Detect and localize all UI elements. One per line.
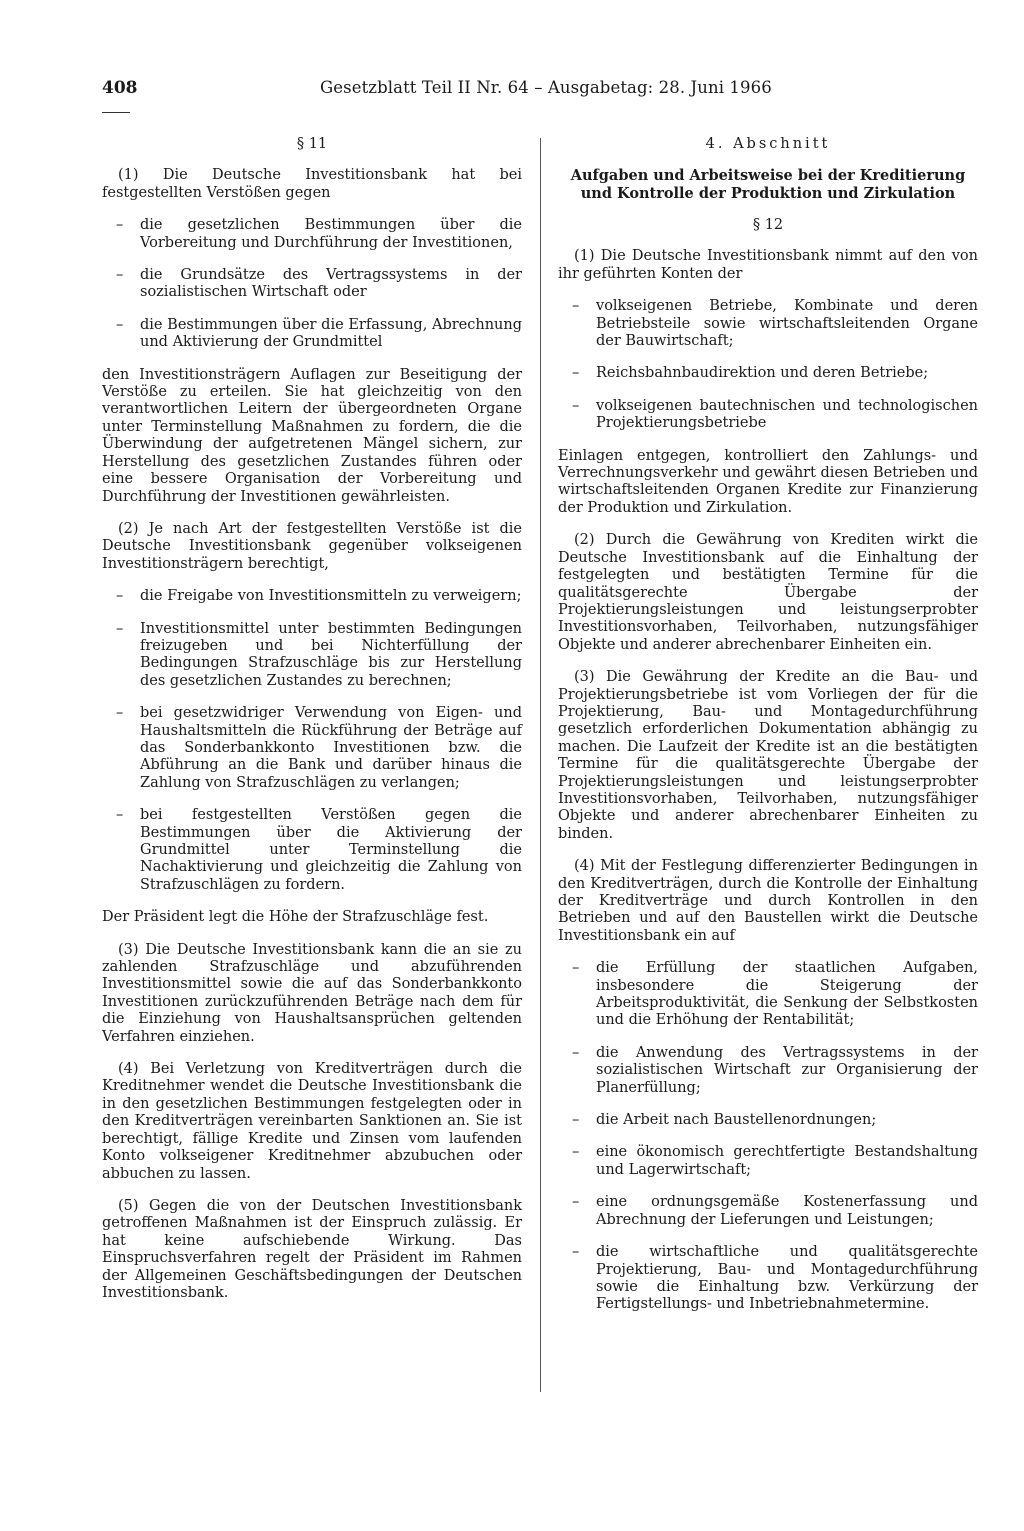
para-11-1-outro: den Investitionsträgern Auflagen zur Beseitigung der Verstöße zu erteilen. Sie hat gleichzeitig von den verantwortlichen Leitern der übergeordneten Organe unter Terminstellung Maßnahmen zu fordern, die die Überwindung der aufgetretenen Mängel sichern, zur Herstellung des gesetzlichen Zustandes führen oder eine bessere Organisation der Vorbereitung und Durchführung der Investitionen gewährleisten. bbox=[102, 366, 522, 505]
section-number: 4. Abschnitt bbox=[705, 136, 831, 152]
list-item: – die Grundsätze des Vertragssystems in der sozialistischen Wirtschaft oder bbox=[102, 267, 522, 302]
section-title: Aufgaben und Arbeitsweise bei der Kreditierung und Kontrolle der Produktion und Zirkulation bbox=[570, 167, 966, 203]
list-item: – volkseigenen Betriebe, Kombinate und deren Betriebsteile sowie wirtschaftsleitenden Organe der Bauwirtschaft; bbox=[558, 298, 978, 350]
paragraph-heading-12: § 12 bbox=[752, 217, 784, 233]
list-item: – eine ökonomisch gerechtfertigte Bestandshaltung und Lagerwirtschaft; bbox=[558, 1144, 978, 1179]
para-11-2-outro: Der Präsident legt die Höhe der Strafzuschläge fest. bbox=[102, 909, 489, 926]
list-item: – die Arbeit nach Baustellenordnungen; bbox=[558, 1112, 978, 1129]
para-11-5: (5) Gegen die von der Deutschen Investitionsbank getroffenen Maßnahmen ist der Einspruch zulässig. Er hat keine aufschiebende Wirkung. Das Einspruchsverfahren regelt der Präsident im Rahmen der Allgemeinen Geschäftsbedingungen der Deutschen Investitionsbank. bbox=[102, 1197, 522, 1301]
para-11-4: (4) Bei Verletzung von Kreditverträgen durch die Kreditnehmer wendet die Deutsche Investitionsbank die in den gesetzlichen Bestimmungen festgelegten oder in den Kreditverträgen vereinbarten Sanktionen an. Sie ist berechtigt, fällige Kredite und Zinsen vom laufenden Konto volkseigener Kreditnehmer abzubuchen oder abbuchen zu lassen. bbox=[102, 1061, 522, 1182]
list-item: – die wirtschaftliche und qualitätsgerechte Projektierung, Bau- und Montagedurchführung sowie die Einhaltung bzw. Verkürzung der Fertigstellungs- und Inbetriebnahmetermine. bbox=[558, 1244, 978, 1314]
para-11-1-intro: (1) Die Deutsche Investitionsbank hat bei festgestellten Verstößen gegen bbox=[102, 167, 522, 201]
para-11-2-list bbox=[102, 588, 522, 894]
list-item: – die Anwendung des Vertragssystems in der sozialistischen Wirtschaft zur Organisierung der Planerfüllung; bbox=[558, 1045, 978, 1097]
para-12-4-list bbox=[558, 960, 978, 1314]
para-12-1-list bbox=[558, 298, 978, 432]
list-item: – Investitionsmittel unter bestimmten Bedingungen freizugeben und bei Nichterfüllung der Bedingungen Strafzuschläge bis zur Herstellung des gesetzlichen Zustandes zu berechnen; bbox=[102, 621, 522, 691]
list-item: – Reichsbahnbaudirektion und deren Betriebe; bbox=[558, 365, 978, 382]
right-column bbox=[558, 136, 978, 1329]
page-header bbox=[102, 78, 982, 102]
para-11-2-intro: (2) Je nach Art der festgestellten Verstöße ist die Deutsche Investitionsbank gegenüber volkseigenen Investitionsträgern berechtigt, bbox=[102, 520, 522, 572]
list-item: – die Erfüllung der staatlichen Aufgaben, insbesondere die Steigerung der Arbeitsproduktivität, die Senkung der Selbstkosten und die Erhöhung der Rentabilität; bbox=[558, 960, 978, 1030]
para-11-3: (3) Die Deutsche Investitionsbank kann die an sie zu zahlenden Strafzuschläge und abzuführenden Investitionsmittel sowie die auf das Sonderbankkonto Investitionen zurückzuführenden Beträge nach dem für die Einziehung von Haushaltsansprüchen geltenden Verfahren einziehen. bbox=[102, 941, 522, 1045]
para-12-3: (3) Die Gewährung der Kredite an die Bau- und Projektierungsbetriebe ist vom Vorliegen der für die Projektierung, Bau- und Montagedurchführung gesetzlich erforderlichen Dokumentation abhängig zu machen. Die Laufzeit der Kredite ist an die bestätigten Termine für die qualitätsgerechte Übergabe der Projektierungsleistungen und leistungserprobter Investitionsvorhaben, Teilvorhaben, nutzungsfähiger Objekte und anderer abrechenbarer Einheiten zu binden. bbox=[558, 669, 978, 842]
column-divider bbox=[540, 138, 541, 1392]
para-12-4-intro: (4) Mit der Festlegung differenzierter Bedingungen in den Kreditverträgen, durch die Kontrolle der Einhaltung der Kreditverträge und durch Kontrollen in den Betrieben und auf den Baustellen wirkt die Deutsche Investitionsbank ein auf bbox=[558, 858, 978, 944]
header-rule bbox=[102, 112, 130, 113]
running-head: Gesetzblatt Teil II Nr. 64 – Ausgabetag: 28. Juni 1966 bbox=[320, 78, 772, 97]
list-item: – eine ordnungsgemäße Kostenerfassung und Abrechnung der Lieferungen und Leistungen; bbox=[558, 1194, 978, 1229]
page-number: 408 bbox=[102, 78, 138, 98]
list-item: – bei festgestellten Verstößen gegen die Bestimmungen über die Aktivierung der Grundmittel unter Terminstellung die Nachaktivierung und gleichzeitig die Zahlung von Strafzuschlägen zu fordern. bbox=[102, 807, 522, 894]
list-item: – volkseigenen bautechnischen und technologischen Projektierungsbetriebe bbox=[558, 398, 978, 433]
list-item: – die Freigabe von Investitionsmitteln zu verweigern; bbox=[102, 588, 522, 605]
list-item: – die Bestimmungen über die Erfassung, Abrechnung und Aktivierung der Grundmittel bbox=[102, 317, 522, 352]
para-12-1-intro: (1) Die Deutsche Investitionsbank nimmt auf den von ihr geführten Konten der bbox=[558, 248, 978, 282]
paragraph-heading-11: § 11 bbox=[296, 136, 328, 152]
left-column bbox=[102, 136, 522, 1317]
para-11-1-list bbox=[102, 217, 522, 351]
list-item: – bei gesetzwidriger Verwendung von Eigen- und Haushaltsmitteln die Rückführung der Beträge auf das Sonderbankkonto Investitionen bzw. die Abführung an die Bank und darüber hinaus die Zahlung von Strafzuschlägen zu verlangen; bbox=[102, 705, 522, 792]
list-item: – die gesetzlichen Bestimmungen über die Vorbereitung und Durchführung der Investitionen, bbox=[102, 217, 522, 252]
para-12-1-outro: Einlagen entgegen, kontrolliert den Zahlungs- und Verrechnungsverkehr und gewährt diesen Betrieben und wirtschaftsleitenden Organen Kredite zur Finanzierung der Produktion und Zirkulation. bbox=[558, 447, 978, 516]
para-12-2: (2) Durch die Gewährung von Krediten wirkt die Deutsche Investitionsbank auf die Einhaltung der festgelegten und bestätigten Termine für die qualitätsgerechte Übergabe der Projektierungsleistungen und leistungserprobter Investitionsvorhaben, Teilvorhaben, nutzungsfähiger Objekte und anderer abrechenbarer Einheiten ein. bbox=[558, 532, 978, 653]
